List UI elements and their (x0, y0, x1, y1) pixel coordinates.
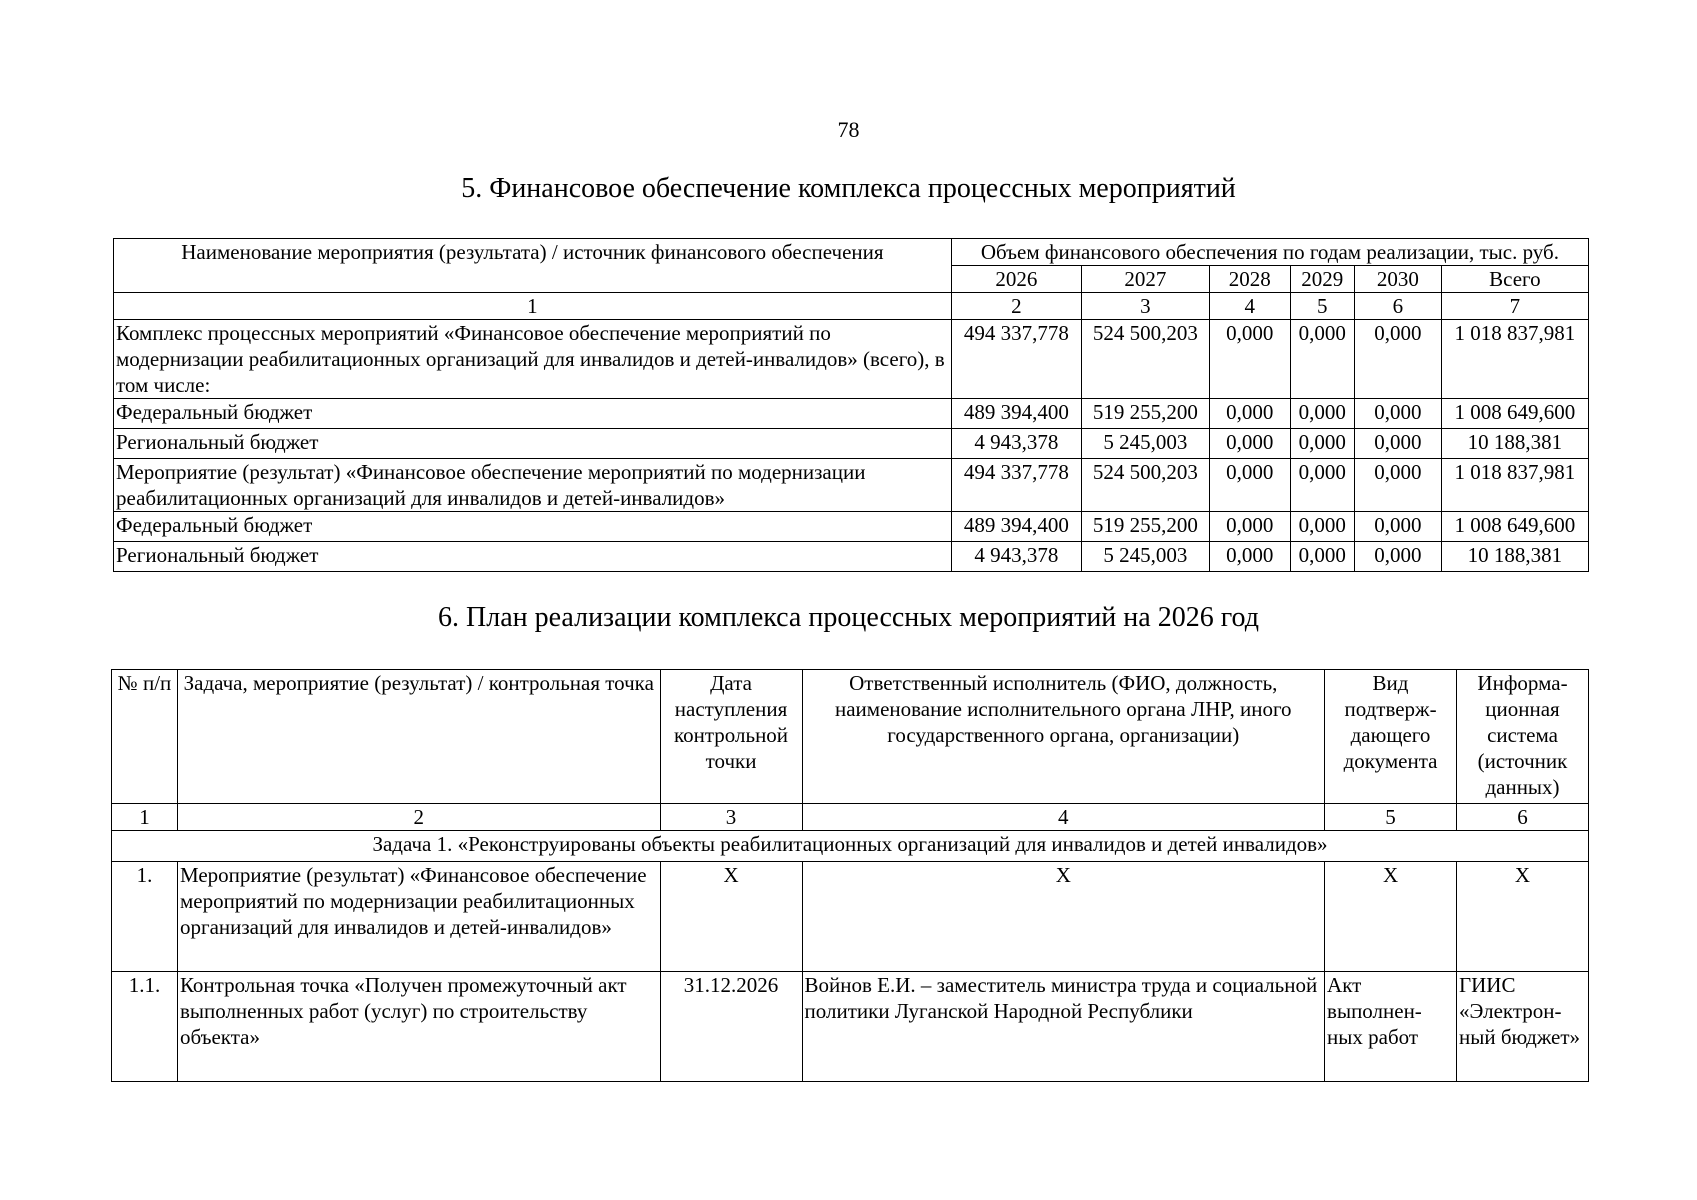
row-date: X (660, 862, 802, 972)
value-total: 10 188,381 (1441, 429, 1588, 459)
task-title: Задача 1. «Реконструированы объекты реабилитационных организаций для инвалидов и детей инвалидов» (112, 831, 1589, 862)
row-name: Региональный бюджет (114, 542, 952, 572)
value-2030: 0,000 (1355, 542, 1442, 572)
value-2028: 0,000 (1209, 399, 1290, 429)
value-2028: 0,000 (1209, 429, 1290, 459)
value-2029: 0,000 (1290, 399, 1355, 429)
row-number: 1.1. (112, 972, 178, 1082)
column-numbers-row (114, 293, 1589, 320)
row-name: Мероприятие (результат) «Финансовое обеспечение мероприятий по модернизации реабилитационных организаций для инвалидов и детей-инвалидов» (177, 862, 660, 972)
value-2029: 0,000 (1290, 542, 1355, 572)
value-2027: 519 255,200 (1081, 512, 1209, 542)
year-2029: 2029 (1290, 266, 1355, 293)
header-system: Информа-ционная система (источник данных) (1457, 670, 1589, 804)
header-row (112, 670, 1589, 804)
value-2028: 0,000 (1209, 459, 1290, 512)
value-2027: 5 245,003 (1081, 542, 1209, 572)
value-2027: 524 500,203 (1081, 320, 1209, 399)
col-number: 7 (1441, 293, 1588, 320)
table-row (112, 862, 1589, 972)
row-name: Контрольная точка «Получен промежуточный акт выполненных работ (услуг) по строительству объекта» (177, 972, 660, 1082)
row-document: X (1325, 862, 1457, 972)
value-2029: 0,000 (1290, 320, 1355, 399)
col-number: 5 (1325, 804, 1457, 831)
col-number: 1 (112, 804, 178, 831)
financing-table (113, 238, 1589, 572)
row-name: Комплекс процессных мероприятий «Финансовое обеспечение мероприятий по модернизации реабилитационных организаций для инвалидов и детей-инвалидов» (всего), в том числе: (114, 320, 952, 399)
header-number: № п/п (112, 670, 178, 804)
header-name: Наименование мероприятия (результата) / источник финансового обеспечения (114, 239, 952, 293)
value-2027: 5 245,003 (1081, 429, 1209, 459)
value-2027: 524 500,203 (1081, 459, 1209, 512)
header-date: Дата наступления контрольной точки (660, 670, 802, 804)
value-total: 1 018 837,981 (1441, 459, 1588, 512)
value-2026: 494 337,778 (951, 320, 1081, 399)
row-document: Акт выполнен-ных работ (1325, 972, 1457, 1082)
header-task: Задача, мероприятие (результат) / контрольная точка (177, 670, 660, 804)
row-name: Федеральный бюджет (114, 399, 952, 429)
col-number: 4 (802, 804, 1325, 831)
table-row (114, 399, 1589, 429)
col-number: 6 (1355, 293, 1442, 320)
value-2029: 0,000 (1290, 429, 1355, 459)
value-total: 1 008 649,600 (1441, 512, 1588, 542)
table-row (114, 320, 1589, 399)
value-2026: 494 337,778 (951, 459, 1081, 512)
header-executor: Ответственный исполнитель (ФИО, должность, наименование исполнительного органа ЛНР, иного государственного органа, организации) (802, 670, 1325, 804)
value-total: 1 018 837,981 (1441, 320, 1588, 399)
value-2030: 0,000 (1355, 429, 1442, 459)
row-executor: X (802, 862, 1325, 972)
section5-title: 5. Финансовое обеспечение комплекса процессных мероприятий (461, 173, 1236, 204)
column-numbers-row (112, 804, 1589, 831)
value-2029: 0,000 (1290, 512, 1355, 542)
row-name: Мероприятие (результат) «Финансовое обеспечение мероприятий по модернизации реабилитационных организаций для инвалидов и детей-инвалидов» (114, 459, 952, 512)
task-row (112, 831, 1589, 862)
value-2028: 0,000 (1209, 542, 1290, 572)
col-number: 1 (114, 293, 952, 320)
page-number: 78 (837, 117, 860, 142)
year-2028: 2028 (1209, 266, 1290, 293)
value-2030: 0,000 (1355, 399, 1442, 429)
value-2028: 0,000 (1209, 512, 1290, 542)
row-name: Региональный бюджет (114, 429, 952, 459)
value-2027: 519 255,200 (1081, 399, 1209, 429)
row-name: Федеральный бюджет (114, 512, 952, 542)
row-executor: Войнов Е.И. – заместитель министра труда и социальной политики Луганской Народной Республики (802, 972, 1325, 1082)
col-number: 3 (1081, 293, 1209, 320)
value-total: 1 008 649,600 (1441, 399, 1588, 429)
value-total: 10 188,381 (1441, 542, 1588, 572)
col-number: 5 (1290, 293, 1355, 320)
section6-title: 6. План реализации комплекса процессных мероприятий на 2026 год (438, 602, 1259, 633)
year-2027: 2027 (1081, 266, 1209, 293)
col-number: 3 (660, 804, 802, 831)
col-number: 4 (1209, 293, 1290, 320)
row-number: 1. (112, 862, 178, 972)
row-system: ГИИС «Электрон-ный бюджет» (1457, 972, 1589, 1082)
value-2026: 489 394,400 (951, 399, 1081, 429)
value-2030: 0,000 (1355, 320, 1442, 399)
year-2030: 2030 (1355, 266, 1442, 293)
value-2026: 4 943,378 (951, 429, 1081, 459)
col-number: 2 (177, 804, 660, 831)
table-row (114, 459, 1589, 512)
value-2029: 0,000 (1290, 459, 1355, 512)
row-system: X (1457, 862, 1589, 972)
plan-table (111, 669, 1589, 1082)
table-row (114, 542, 1589, 572)
table-row (112, 972, 1589, 1082)
value-2030: 0,000 (1355, 512, 1442, 542)
value-2030: 0,000 (1355, 459, 1442, 512)
col-number: 6 (1457, 804, 1589, 831)
year-2026: 2026 (951, 266, 1081, 293)
header-volume: Объем финансового обеспечения по годам реализации, тыс. руб. (951, 239, 1588, 266)
value-2026: 4 943,378 (951, 542, 1081, 572)
table-row (114, 429, 1589, 459)
col-number: 2 (951, 293, 1081, 320)
value-2028: 0,000 (1209, 320, 1290, 399)
header-document: Вид подтверж-дающего документа (1325, 670, 1457, 804)
row-date: 31.12.2026 (660, 972, 802, 1082)
value-2026: 489 394,400 (951, 512, 1081, 542)
year-total: Всего (1441, 266, 1588, 293)
table-row (114, 512, 1589, 542)
